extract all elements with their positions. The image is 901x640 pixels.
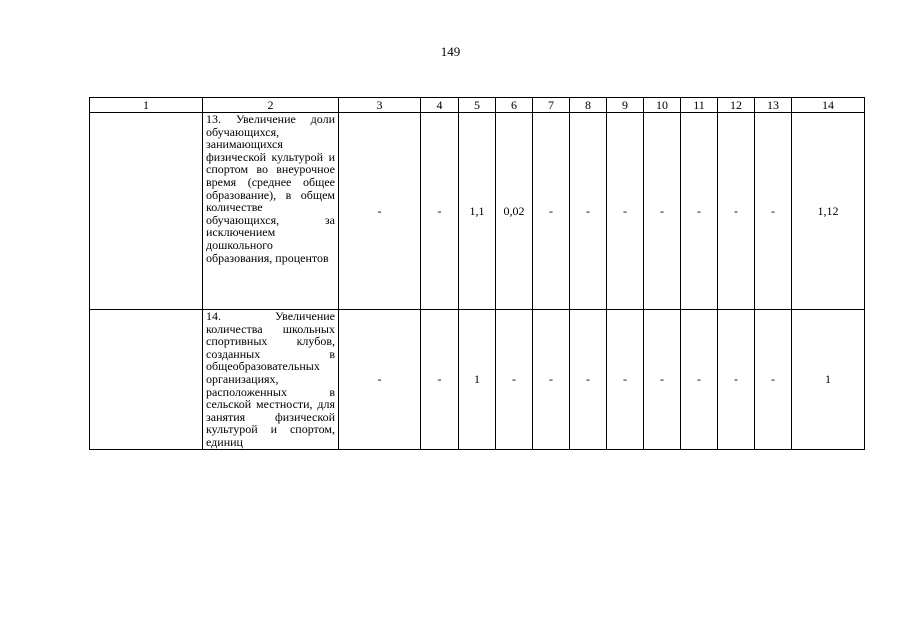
column-header-9: 9 <box>607 98 644 113</box>
column-header-2: 2 <box>203 98 339 113</box>
table-row <box>90 113 865 310</box>
column-header-8: 8 <box>570 98 607 113</box>
column-header-11: 11 <box>681 98 718 113</box>
table-cell: - <box>681 113 718 310</box>
table-cell: - <box>681 310 718 450</box>
table-cell: - <box>496 310 533 450</box>
table-row <box>90 310 865 450</box>
table-cell: - <box>570 113 607 310</box>
table-cell-total: 1 <box>792 310 865 450</box>
table-cell: 0,02 <box>496 113 533 310</box>
table-cell: - <box>718 310 755 450</box>
column-header-5: 5 <box>459 98 496 113</box>
column-header-12: 12 <box>718 98 755 113</box>
page-number: 149 <box>440 44 461 59</box>
indicator-description: 13. Увеличение доли обучающихся, занимающихся физической культурой и спортом во внеурочное время (среднее общее образование), в общем количестве обучающихся, за исключением дошкольного образования, процентов <box>203 113 339 310</box>
data-table <box>89 97 865 450</box>
header-row <box>90 98 865 113</box>
column-header-14: 14 <box>792 98 865 113</box>
column-header-1: 1 <box>90 98 203 113</box>
table-cell: - <box>607 310 644 450</box>
table-cell: - <box>339 310 421 450</box>
table-cell-total: 1,12 <box>792 113 865 310</box>
column-header-10: 10 <box>644 98 681 113</box>
column-header-3: 3 <box>339 98 421 113</box>
table-cell: - <box>421 310 459 450</box>
indicator-description: 14. Увеличение количества школьных спортивных клубов, созданных в общеобразовательных организациях, расположенных в сельской местности, для занятия физической культурой и спортом, единиц <box>203 310 339 450</box>
table-cell-col1 <box>90 113 203 310</box>
table-cell: - <box>570 310 607 450</box>
table-cell: - <box>533 113 570 310</box>
table-cell: - <box>421 113 459 310</box>
table-cell: - <box>607 113 644 310</box>
table-cell-col1 <box>90 310 203 450</box>
column-header-4: 4 <box>421 98 459 113</box>
column-header-7: 7 <box>533 98 570 113</box>
table-cell: - <box>339 113 421 310</box>
column-header-6: 6 <box>496 98 533 113</box>
table-cell: - <box>718 113 755 310</box>
table-cell: - <box>755 113 792 310</box>
table-cell: - <box>755 310 792 450</box>
table-cell: - <box>644 113 681 310</box>
table-cell: 1,1 <box>459 113 496 310</box>
table-cell: - <box>644 310 681 450</box>
table-cell: - <box>533 310 570 450</box>
column-header-13: 13 <box>755 98 792 113</box>
table-cell: 1 <box>459 310 496 450</box>
